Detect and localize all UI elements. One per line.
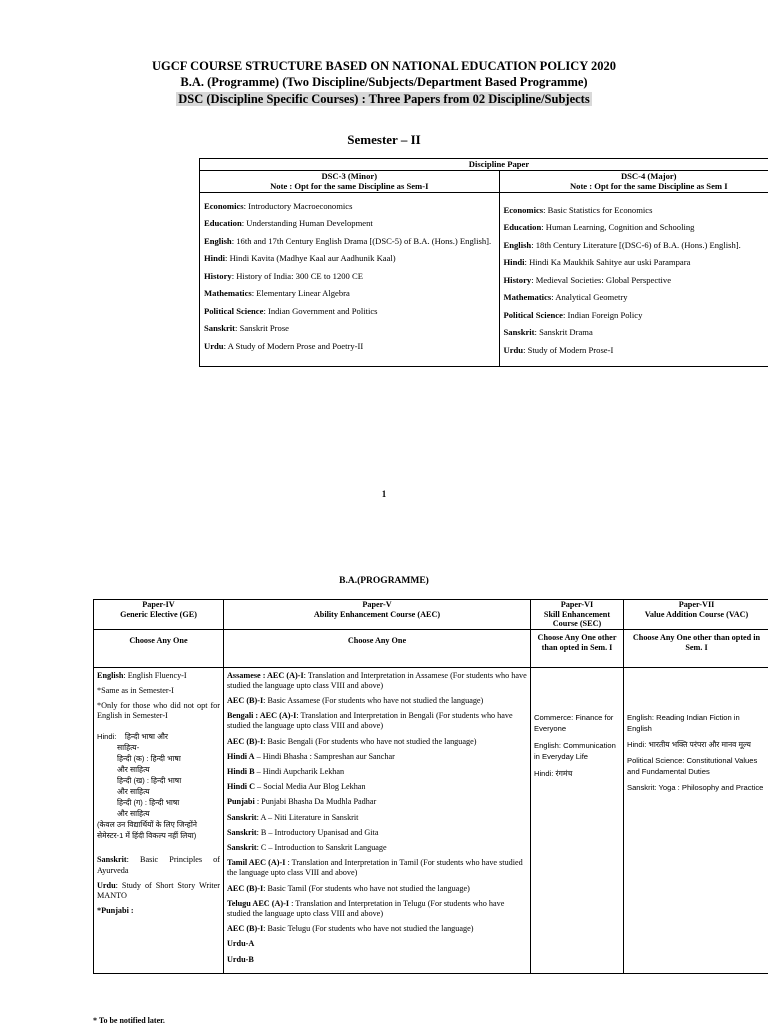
list-item: Telugu AEC (A)-I : Translation and Interpretation in Telugu (For students who have studied the language upto class VIII and above)	[227, 899, 527, 919]
paper-iv-header: Paper-IV Generic Elective (GE)	[94, 600, 224, 630]
list-item: English: Communication in Everyday Life	[534, 740, 620, 762]
list-item: Hindi C – Social Media Aur Blog Lekhan	[227, 782, 527, 792]
list-item: Urdu: Study of Modern Prose-I	[504, 345, 768, 356]
list-item: Education: Understanding Human Development	[204, 218, 495, 229]
list-item: English: Reading Indian Fiction in English	[627, 712, 766, 734]
paper-vii-header: Paper-VII Value Addition Course (VAC)	[624, 600, 768, 630]
list-item: AEC (B)-I: Basic Assamese (For students who have not studied the language)	[227, 696, 527, 706]
list-item: Hindi: रंगमंच	[534, 768, 620, 779]
list-item: Commerce: Finance for Everyone	[534, 712, 620, 734]
list-item: English: 16th and 17th Century English Drama [(DSC-5) of B.A. (Hons.) English].	[204, 236, 495, 247]
list-item: Economics: Basic Statistics for Economics	[504, 205, 768, 216]
vac-column	[624, 667, 768, 973]
table-header: Discipline Paper	[200, 159, 768, 171]
list-item: Mathematics: Elementary Linear Algebra	[204, 288, 495, 299]
document-title: UGCF COURSE STRUCTURE BASED ON NATIONAL EDUCATION POLICY 2020	[0, 58, 768, 74]
footnote: * To be notified later.	[93, 1016, 165, 1025]
list-item: Sanskrit: Yoga : Philosophy and Practice	[627, 782, 766, 793]
list-item: Assamese : AEC (A)-I: Translation and Interpretation in Assamese (For students who have studied the language upto class VIII and above)	[227, 671, 527, 691]
papers-table	[93, 599, 768, 974]
choose-label: Choose Any One other than opted in Sem. I	[624, 629, 768, 667]
choose-label: Choose Any One	[224, 629, 531, 667]
list-item: Political Science: Indian Foreign Policy	[504, 310, 768, 321]
semester-heading: Semester – II	[0, 132, 768, 148]
list-item: Hindi A – Hindi Bhasha : Sampreshan aur Sanchar	[227, 752, 527, 762]
list-item: Sanskrit: Sanskrit Prose	[204, 323, 495, 334]
dsc4-column	[499, 192, 768, 367]
list-item: Sanskrit: A – Niti Literature in Sanskrit	[227, 813, 527, 823]
paper-vi-header: Paper-VI Skill Enhancement Course (SEC)	[531, 600, 624, 630]
list-item: Hindi: भारतीय भक्ति परंपरा और मानव मूल्य	[627, 739, 766, 750]
list-item: Sanskrit: Sanskrit Drama	[504, 327, 768, 338]
list-item: Bengali : AEC (A)-I: Translation and Interpretation in Bengali (For students who have studied the language upto class VIII and above)	[227, 711, 527, 731]
list-item: AEC (B)-I: Basic Bengali (For students who have not studied the language)	[227, 737, 527, 747]
programme-title: B.A. (Programme) (Two Discipline/Subjects/Department Based Programme)	[0, 74, 768, 90]
choose-label: Choose Any One other than opted in Sem. I	[531, 629, 624, 667]
choose-label: Choose Any One	[94, 629, 224, 667]
list-item: History: History of India: 300 CE to 1200 CE	[204, 271, 495, 282]
discipline-paper-table	[199, 158, 768, 367]
list-item: AEC (B)-I: Basic Tamil (For students who have not studied the language)	[227, 884, 527, 894]
dsc4-header: DSC-4 (Major) Note : Opt for the same Discipline as Sem I	[499, 170, 768, 192]
list-item: Political Science: Constitutional Values and Fundamental Duties	[627, 755, 766, 777]
aec-column	[224, 667, 531, 973]
list-item: History: Medieval Societies: Global Perspective	[504, 275, 768, 286]
dsc3-header: DSC-3 (Minor) Note : Opt for the same Discipline as Sem-I	[200, 170, 500, 192]
programme-heading: B.A.(PROGRAMME)	[0, 576, 768, 586]
list-item: Hindi: Hindi Ka Maukhik Sahitye aur uski Parampara	[504, 257, 768, 268]
list-item: Hindi: Hindi Kavita (Madhye Kaal aur Aadhunik Kaal)	[204, 253, 495, 264]
list-item: Mathematics: Analytical Geometry	[504, 292, 768, 303]
list-item: Punjabi : Punjabi Bhasha Da Mudhla Padhar	[227, 797, 527, 807]
list-item: Economics: Introductory Macroeconomics	[204, 201, 495, 212]
list-item: Sanskrit: B – Introductory Upanisad and Gita	[227, 828, 527, 838]
list-item: English: 18th Century Literature [(DSC-6) of B.A. (Hons.) English].	[504, 240, 768, 251]
page-2	[0, 540, 768, 1024]
list-item: Tamil AEC (A)-I : Translation and Interpretation in Tamil (For students who have studied the language upto class VIII and above)	[227, 858, 527, 878]
list-item: Sanskrit: C – Introduction to Sanskrit Language	[227, 843, 527, 853]
paper-v-header: Paper-V Ability Enhancement Course (AEC)	[224, 600, 531, 630]
dsc3-column	[200, 192, 500, 367]
list-item: Urdu: A Study of Modern Prose and Poetry-II	[204, 341, 495, 352]
ge-column: English: English Fluency-I *Same as in Semester-I *Only for those who did not opt for English in Semester-I Hindi: हिन्दी भाषा और साहित्य- हिन्दी (क) : हिन्दी भाषा और साहित्य हिन्दी (ख) : हिन्दी भाषा और साहित्य हिन्दी (ग) : हिन्दी भाषा और साहित्य (केवल उन विद्यार्थियों के लिए जिन्होंने सेमेस्टर-1 में हिंदी विकल्प नहीं लिया) Sanskrit: Basic Principles of Ayurveda Urdu: Study of Short Story Writer MANTO *Punjabi :	[94, 667, 224, 973]
page-number: 1	[0, 489, 768, 499]
list-item: Political Science: Indian Government and Politics	[204, 306, 495, 317]
list-item: Hindi B – Hindi Aupcharik Lekhan	[227, 767, 527, 777]
list-item: Urdu-B	[227, 955, 527, 965]
list-item: AEC (B)-I: Basic Telugu (For students who have not studied the language)	[227, 924, 527, 934]
list-item: Education: Human Learning, Cognition and Schooling	[504, 222, 768, 233]
sec-column	[531, 667, 624, 973]
dsc-title: DSC (Discipline Specific Courses) : Three Papers from 02 Discipline/Subjects	[0, 91, 768, 107]
list-item: Urdu-A	[227, 939, 527, 949]
